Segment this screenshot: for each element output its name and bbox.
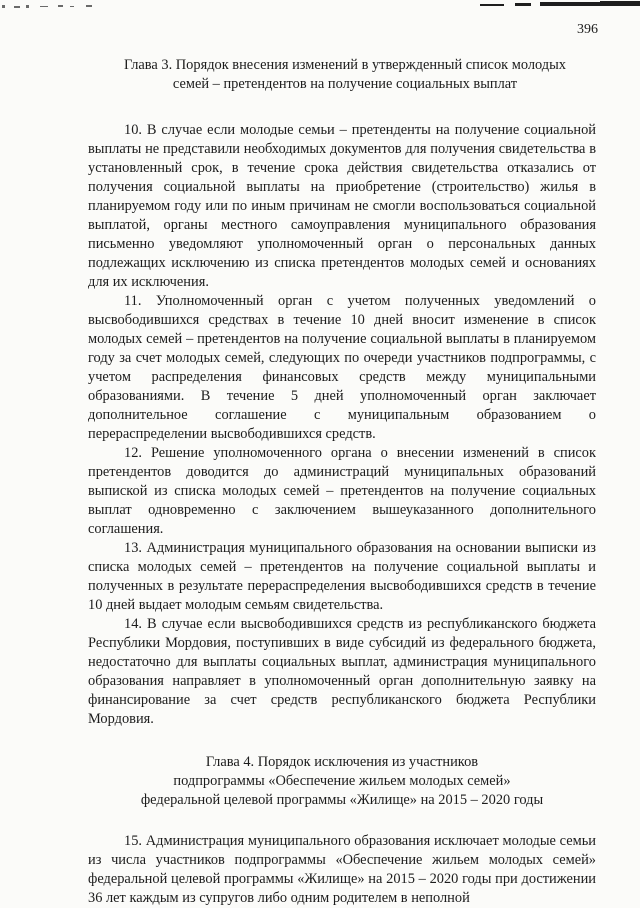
chapter-4-heading bbox=[88, 753, 596, 810]
chapter-3-heading-line: Глава 3. Порядок внесения изменений в утвержденный список молодых bbox=[124, 57, 566, 73]
paragraph-14: 14. В случае если высвободившихся средств из республиканского бюджета Республики Мордовия, поступивших в виде субсидий из федерального бюджета, недостаточно для выплаты социальных выплат, администрация муниципального образования направляет в уполномоченный орган дополнительную заявку на финансирование за счет средств республиканского бюджета Республики Мордовия. bbox=[88, 616, 596, 727]
chapter-3-heading bbox=[80, 56, 610, 94]
chapter-4-heading-line: федеральной целевой программы «Жилище» на 2015 – 2020 годы bbox=[140, 792, 544, 808]
paragraph-12: 12. Решение уполномоченного органа о внесении изменений в список претендентов доводится до администраций муниципальных образований выпиской из списка молодых семей – претендентов на получение социальных выплат одновременно с заключением вышеуказанного дополнительного соглашения. bbox=[88, 445, 596, 537]
document-page bbox=[88, 56, 596, 908]
paragraph-13: 13. Администрация муниципального образования на основании выписки из списка молодых семей – претендентов на получение социальной выплаты и полученных в результате перераспределения высвободившихся средств в течение 10 дней выдает молодым семьям свидетельства. bbox=[88, 540, 596, 613]
chapter-4-heading-line: подпрограммы «Обеспечение жильем молодых семей» bbox=[173, 773, 511, 789]
scan-artifacts bbox=[0, 0, 640, 20]
chapter-4-heading-line: Глава 4. Порядок исключения из участников bbox=[205, 754, 479, 770]
page-number: 396 bbox=[577, 22, 598, 37]
paragraph-11: 11. Уполномоченный орган с учетом полученных уведомлений о высвободившихся средствах в течение 10 дней вносит изменение в список молодых семей – претендентов на получение социальной выплаты в планируемом году за счет молодых семей, следующих по очереди участников подпрограммы, с учетом распределения финансовых средств между муниципальными образованиями. В течение 5 дней уполномоченный орган заключает дополнительное соглашение с муниципальным образованием о перераспределении высвободившихся средств. bbox=[88, 293, 596, 442]
paragraph-15: 15. Администрация муниципального образования исключает молодые семьи из числа участников подпрограммы «Обеспечение жильем молодых семей» федеральной целевой программы «Жилище» на 2015 – 2020 годы при достижении 36 лет каждым из супругов либо одним родителем в неполной bbox=[88, 833, 596, 906]
paragraph-10: 10. В случае если молодые семьи – претенденты на получение социальной выплаты не представили необходимых документов для получения свидетельства в установленный срок, в течение срока действия свидетельства отказались от получения социальной выплаты на приобретение (строительство) жилья в планируемом году или по иным причинам не смогли воспользоваться социальной выплатой, органы местного самоуправления муниципального образования письменно уведомляют уполномоченный орган о персональных данных подлежащих исключению из списка претендентов молодых семей и основаниях для их исключения. bbox=[88, 122, 596, 290]
chapter-3-heading-line: семей – претендентов на получение социальных выплат bbox=[172, 76, 518, 92]
